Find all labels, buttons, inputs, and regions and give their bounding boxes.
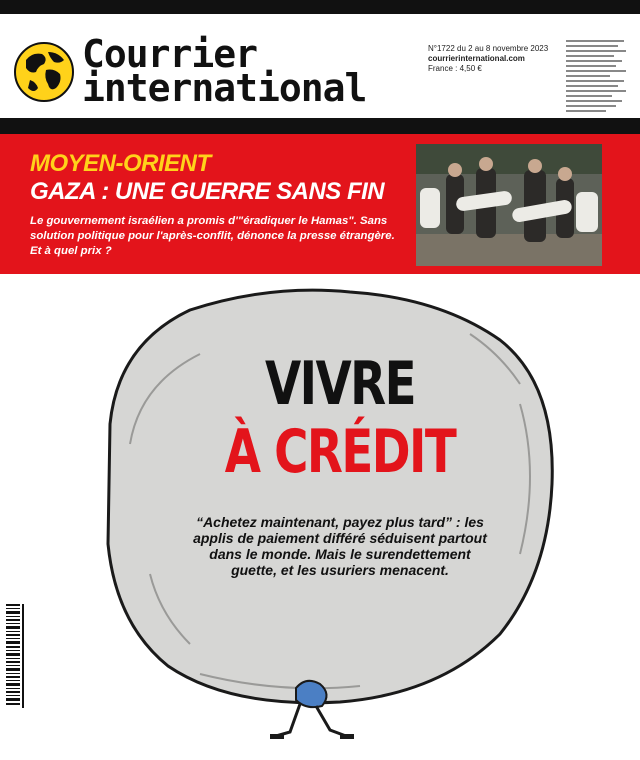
secondary-kicker: MOYEN-ORIENT [30,150,211,177]
top-white-strip [0,14,640,32]
issue-number: N°1722 du 2 au 8 novembre 2023 [428,44,549,53]
secondary-headline: GAZA : UNE GUERRE SANS FIN [30,178,385,205]
cover-cartoon [0,274,640,760]
secondary-story-band[interactable] [0,134,640,274]
issue-info [428,44,548,74]
cover-title-line1: VIVRE [264,349,416,419]
cover-dek: “Achetez maintenant, payez plus tard” : les applis de paiement différé séduisent partout dans le monde. Mais le surendettement guette, et les usuriers menacent. [193,514,487,578]
barcode-icon [4,600,26,712]
international-prices-block [566,40,628,116]
website-link[interactable]: courrierinternational.com [428,54,525,63]
logo-text-courrier: Courrier [82,32,258,76]
logo-text-international: international [82,66,367,110]
masthead-black-bar [0,118,640,134]
cover-title-line2: À CRÉDIT [224,417,456,487]
price-list-lines [566,40,628,114]
price-france: France : 4,50 € [428,64,482,73]
secondary-deck: Le gouvernement israélien a promis d'"éradiquer le Hamas". Sans solution politique pour l'après-conflit, dénonce la presse étrangère. Et à quel prix ? [30,215,395,257]
globe-logo-icon [14,42,74,102]
gaza-photo [416,144,602,266]
cover-title [140,349,540,487]
masthead [0,32,640,118]
top-black-bar [0,0,640,14]
